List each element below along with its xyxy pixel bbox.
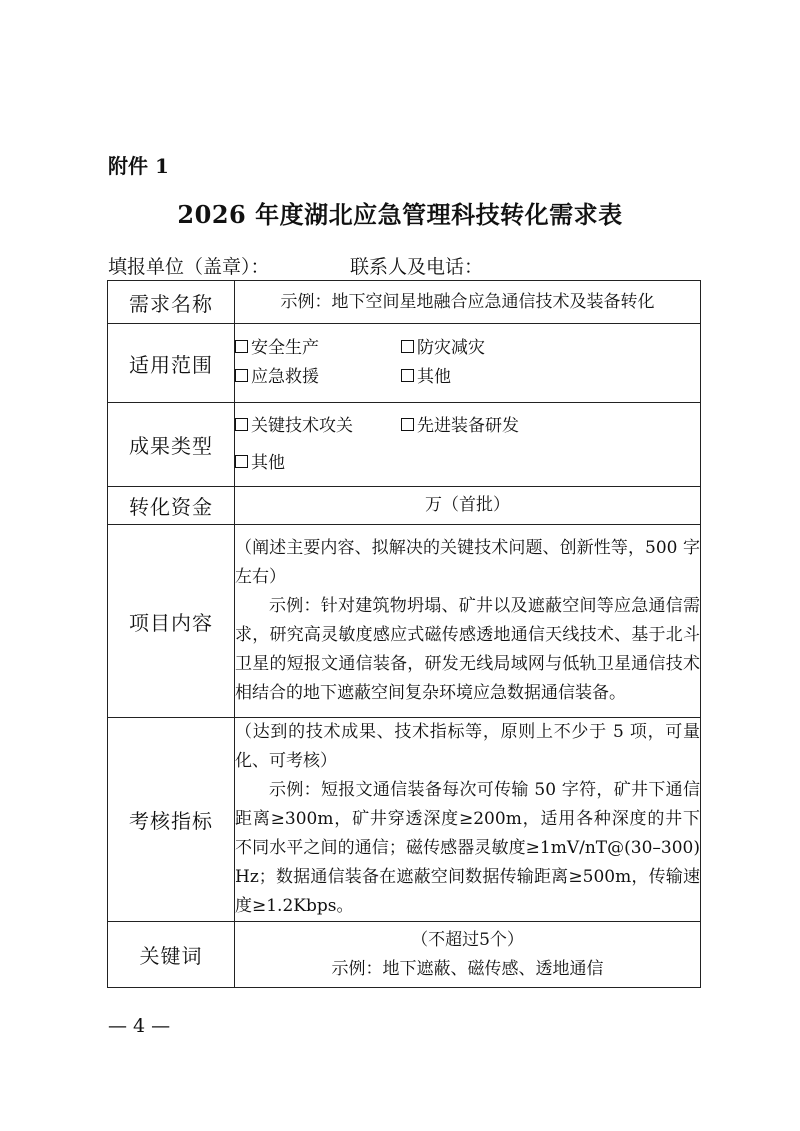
checkbox-icon[interactable] [235,418,248,431]
option-advanced-equipment[interactable]: 先进装备研发 [401,412,567,441]
fill-unit-label: 填报单位（盖章）： [108,256,270,278]
keywords-example: 示例：地下遮蔽、磁传感、透地通信 [331,958,604,979]
content-note: （阐述主要内容、拟解决的关键技术问题、创新性等，500 字左右） [235,538,700,587]
checkbox-icon[interactable] [235,369,248,382]
label-keywords: 关键词 [108,922,235,988]
option-key-tech[interactable]: 关键技术攻关 [235,412,401,441]
row-result-type [108,403,701,487]
value-scope [235,324,701,403]
label-metrics: 考核指标 [108,718,235,922]
option-emergency-rescue[interactable]: 应急救援 [235,363,401,392]
value-metrics[interactable] [235,718,701,922]
option-safety-production[interactable]: 安全生产 [235,334,401,363]
label-scope: 适用范围 [108,324,235,403]
page-number: — 4 — [108,1015,171,1037]
label-funding: 转化资金 [108,487,235,525]
checkbox-icon[interactable] [401,418,414,431]
metrics-example: 示例：短报文通信装备每次可传输 50 字符，矿井下通信距离≥300m，矿井穿透深度≥200m，适用各种深度的井下不同水平之间的通信；磁传感器灵敏度≥1mV/nT@(30–300)Hz；数据通信装备在遮蔽空间数据传输距离≥500m，传输速度≥1.2Kbps。 [235,780,700,916]
checkbox-icon[interactable] [401,369,414,382]
row-funding [108,487,701,525]
value-keywords[interactable] [235,922,701,988]
fill-contact-label: 联系人及电话： [350,256,484,278]
document-title: 2026 年度湖北应急管理科技转化需求表 [177,200,623,229]
checkbox-icon[interactable] [235,455,248,468]
checkbox-icon[interactable] [235,340,248,353]
row-demand-name [108,281,701,324]
option-scope-other[interactable]: 其他 [401,363,567,392]
content-example: 示例：针对建筑物坍塌、矿井以及遮蔽空间等应急通信需求，研究高灵敏度感应式磁传感透地通信天线技术、基于北斗卫星的短报文通信装备，研发无线局域网与低轨卫星通信技术相结合的地下遮蔽空间复杂环境应急数据通信装备。 [235,596,700,703]
attachment-label: 附件 1 [108,154,169,178]
option-result-other[interactable]: 其他 [235,449,401,478]
label-result-type: 成果类型 [108,403,235,487]
row-metrics [108,718,701,922]
checkbox-icon[interactable] [401,340,414,353]
value-result-type [235,403,701,487]
requirement-table [107,280,701,988]
row-project-content [108,525,701,718]
row-scope [108,324,701,403]
value-project-content[interactable] [235,525,701,718]
metrics-note: （达到的技术成果、技术指标等，原则上不少于 5 项，可量化、可考核） [235,722,700,771]
keywords-note: （不超过5个） [411,929,524,950]
label-demand-name: 需求名称 [108,281,235,324]
label-project-content: 项目内容 [108,525,235,718]
value-demand-name[interactable]: 示例：地下空间星地融合应急通信技术及装备转化 [235,281,701,324]
value-funding[interactable]: 万（首批） [235,487,701,525]
option-disaster-prevention[interactable]: 防灾减灾 [401,334,567,363]
row-keywords [108,922,701,988]
